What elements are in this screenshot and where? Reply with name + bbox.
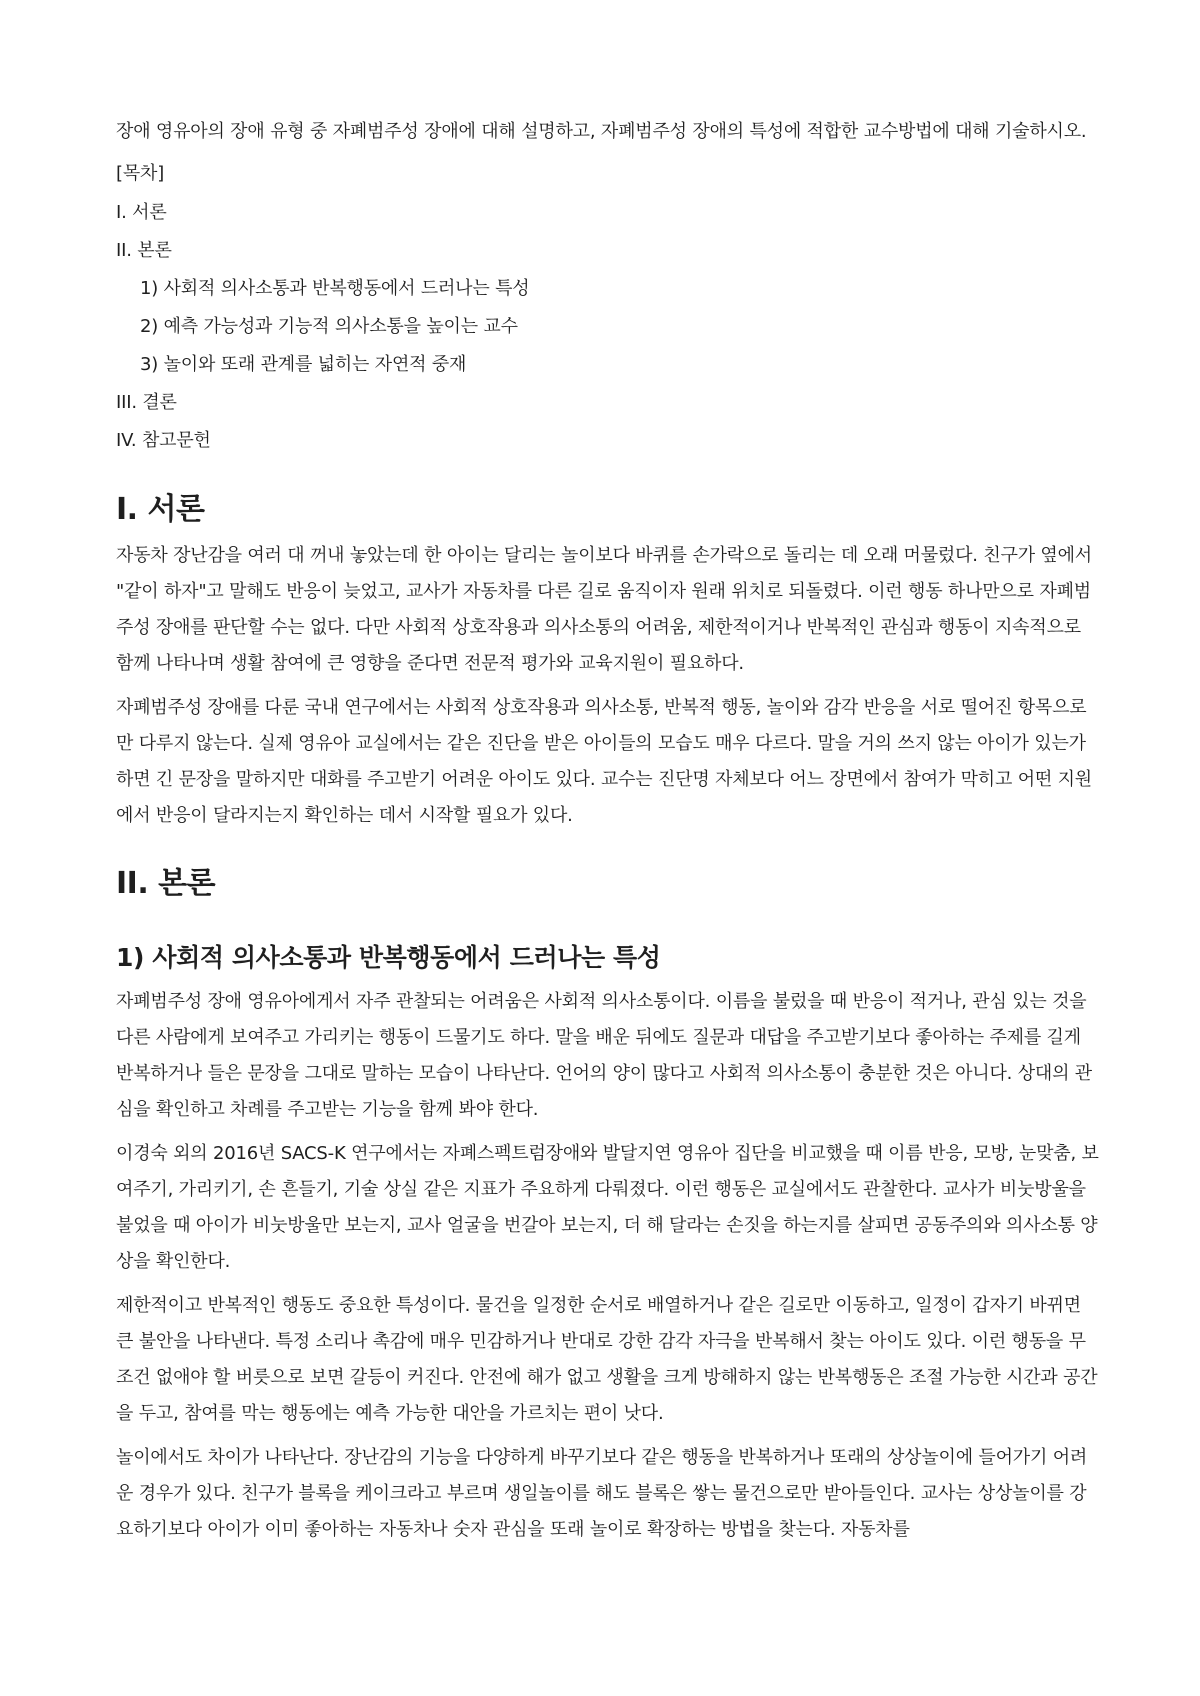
toc-title: [목차] bbox=[116, 163, 165, 184]
toc-item: I. 서론 bbox=[116, 202, 167, 223]
body-paragraph: 놀이에서도 차이가 나타난다. 장난감의 기능을 다양하게 바꾸기보다 같은 행동을 반복하거나 또래의 상상놀이에 들어가기 어려운 경우가 있다. 친구가 블록을 케이크라고 부르며 생일놀이를 해도 블록은 쌓는 물건으로만 받아들인다. 교사는 상상놀이를 강요하기보다 아이가 이미 좋아하는 자동차나 숫자 관심을 또래 놀이로 확장하는 방법을 찾는다. 자동차를 bbox=[116, 1447, 1088, 1540]
body-paragraph: 자동차 장난감을 여러 대 꺼내 놓았는데 한 아이는 달리는 놀이보다 바퀴를 손가락으로 돌리는 데 오래 머물렀다. 친구가 옆에서 "같이 하자"고 말해도 반응이 늦었고, 교사가 자동차를 다른 길로 움직이자 원래 위치로 되돌렸다. 이런 행동 하나만으로 자폐범주성 장애를 판단할 수는 없다. 다만 사회적 상호작용과 의사소통의 어려움, 제한적이거나 반복적인 관심과 행동이 지속적으로 함께 나타나며 생활 참여에 큰 영향을 준다면 전문적 평가와 교육지원이 필요하다. bbox=[116, 545, 1092, 674]
body-paragraph: 제한적이고 반복적인 행동도 중요한 특성이다. 물건을 일정한 순서로 배열하거나 같은 길로만 이동하고, 일정이 갑자기 바뀌면 큰 불안을 나타낸다. 특정 소리나 촉감에 매우 민감하거나 반대로 강한 감각 자극을 반복해서 찾는 아이도 있다. 이런 행동을 무조건 없애야 할 버릇으로 보면 갈등이 커진다. 안전에 해가 없고 생활을 크게 방해하지 않는 반복행동은 조절 가능한 시간과 공간을 두고, 참여를 막는 행동에는 예측 가능한 대안을 가르치는 편이 낫다. bbox=[116, 1295, 1098, 1424]
toc-item: II. 본론 bbox=[116, 240, 172, 261]
toc-item: IV. 참고문헌 bbox=[116, 430, 211, 451]
section-heading: II. 본론 bbox=[116, 866, 216, 901]
question-text: 장애 영유아의 장애 유형 중 자폐범주성 장애에 대해 설명하고, 자폐범주성 장애의 특성에 적합한 교수방법에 대해 기술하시오. bbox=[116, 121, 1087, 142]
body-paragraph: 이경숙 외의 2016년 SACS-K 연구에서는 자폐스펙트럼장애와 발달지연 영유아 집단을 비교했을 때 이름 반응, 모방, 눈맞춤, 보여주기, 가리키기, 손 흔들기, 기술 상실 같은 지표가 주요하게 다뤄졌다. 이런 행동은 교실에서도 관찰한다. 교사가 비눗방울을 불었을 때 아이가 비눗방울만 보는지, 교사 얼굴을 번갈아 보는지, 더 해 달라는 손짓을 하는지를 살피면 공동주의와 의사소통 양상을 확인한다. bbox=[116, 1143, 1099, 1272]
body-paragraph: 자폐범주성 장애 영유아에게서 자주 관찰되는 어려움은 사회적 의사소통이다. 이름을 불렀을 때 반응이 적거나, 관심 있는 것을 다른 사람에게 보여주고 가리키는 행동이 드물기도 하다. 말을 배운 뒤에도 질문과 대답을 주고받기보다 좋아하는 주제를 길게 반복하거나 들은 문장을 그대로 말하는 모습이 나타난다. 언어의 양이 많다고 사회적 의사소통이 충분한 것은 아니다. 상대의 관심을 확인하고 차례를 주고받는 기능을 함께 봐야 한다. bbox=[116, 991, 1092, 1120]
toc-item: III. 결론 bbox=[116, 392, 177, 413]
section-heading: I. 서론 bbox=[116, 492, 205, 527]
toc-item: 2) 예측 가능성과 기능적 의사소통을 높이는 교수 bbox=[140, 316, 518, 337]
subsection-heading: 1) 사회적 의사소통과 반복행동에서 드러나는 특성 bbox=[116, 943, 661, 972]
toc-item: 1) 사회적 의사소통과 반복행동에서 드러나는 특성 bbox=[140, 278, 530, 299]
body-paragraph: 자폐범주성 장애를 다룬 국내 연구에서는 사회적 상호작용과 의사소통, 반복적 행동, 놀이와 감각 반응을 서로 떨어진 항목으로만 다루지 않는다. 실제 영유아 교실에서는 같은 진단을 받은 아이들의 모습도 매우 다르다. 말을 거의 쓰지 않는 아이가 있는가 하면 긴 문장을 말하지만 대화를 주고받기 어려운 아이도 있다. 교수는 진단명 자체보다 어느 장면에서 참여가 막히고 어떤 지원에서 반응이 달라지는지 확인하는 데서 시작할 필요가 있다. bbox=[116, 697, 1092, 826]
toc-item: 3) 놀이와 또래 관계를 넓히는 자연적 중재 bbox=[140, 354, 467, 375]
